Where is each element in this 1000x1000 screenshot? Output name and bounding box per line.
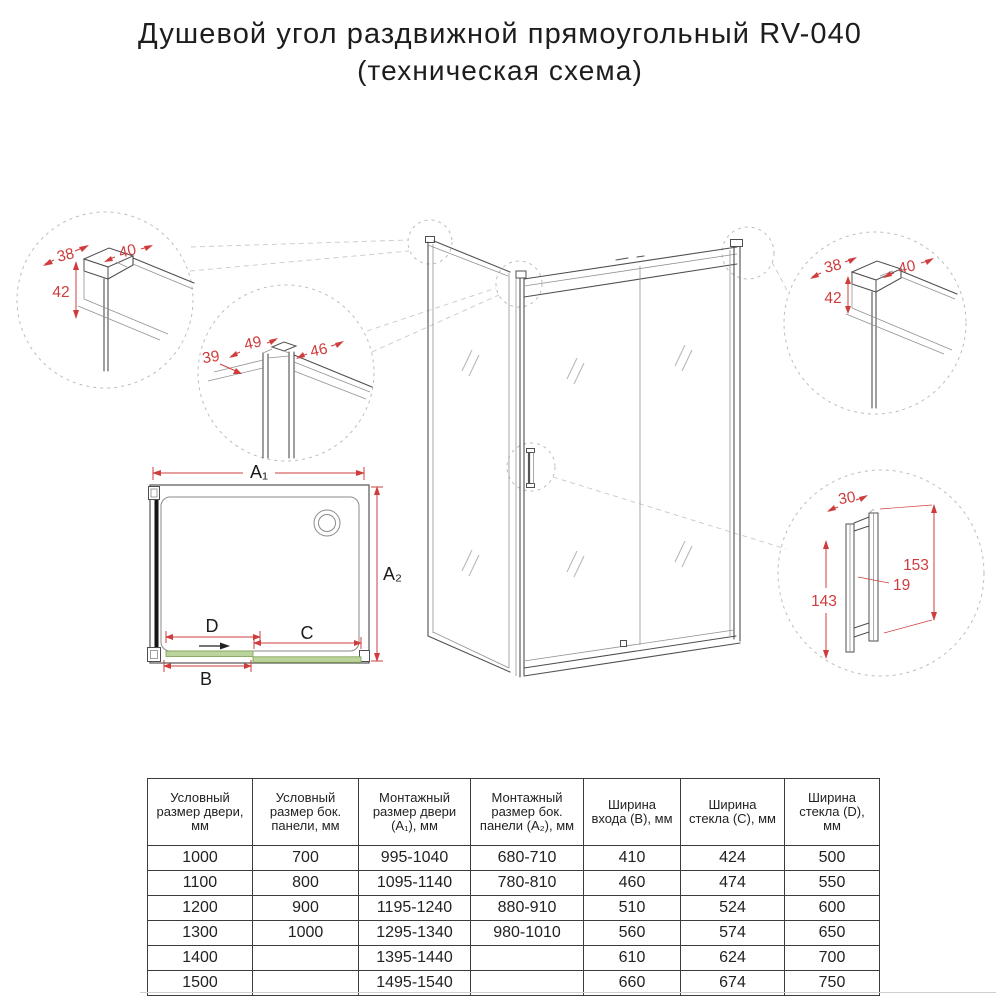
cell: 1000 (253, 921, 359, 946)
cell: 900 (253, 896, 359, 921)
cell: 500 (785, 846, 880, 871)
header-cell: Условный размер бок. панели, мм (253, 779, 359, 846)
cell: 780-810 (471, 871, 584, 896)
cell: 650 (785, 921, 880, 946)
main-3d-drawing (426, 237, 743, 678)
side-panel-top-post (426, 237, 435, 243)
plan-view (148, 461, 403, 689)
dim-handle-19: 19 (893, 577, 911, 594)
table-row (148, 921, 880, 946)
dim-wall-46: 46 (308, 340, 330, 361)
table-row (148, 846, 880, 871)
wall-profile-bottom (148, 648, 161, 662)
dim-top-right-38: 38 (822, 256, 844, 277)
header-cell: Монтажный размер бок. панели (A₂), мм (471, 779, 584, 846)
header-cell: Условный размер двери, мм (148, 779, 253, 846)
cell: 600 (785, 896, 880, 921)
plan-label-b: B (199, 669, 213, 689)
frame-junction-cap (516, 271, 526, 278)
dim-top-right-40: 40 (896, 257, 918, 278)
cell: 1095-1140 (359, 871, 471, 896)
bottom-divider (140, 992, 996, 993)
cell: 574 (681, 921, 785, 946)
table-row (148, 871, 880, 896)
dim-top-left-42: 42 (52, 284, 70, 301)
cell: 1000 (148, 846, 253, 871)
plan-label-d: D (205, 616, 219, 636)
door-roller (621, 641, 627, 647)
cell: 980-1010 (471, 921, 584, 946)
dim-handle-153: 153 (903, 557, 929, 574)
cell: 1100 (148, 871, 253, 896)
cell: 880-910 (471, 896, 584, 921)
header-cell: Ширина стекла (D), мм (785, 779, 880, 846)
cell: 1195-1240 (359, 896, 471, 921)
plan-label-a1: A₁ (249, 462, 269, 482)
cell: 624 (681, 946, 785, 971)
dim-top-left-40: 40 (117, 241, 138, 262)
dim-top-right-42: 42 (824, 290, 842, 307)
page-subtitle: (техническая схема) (357, 55, 643, 86)
glass-reflections (462, 345, 692, 577)
cell: 424 (681, 846, 785, 871)
cell: 524 (681, 896, 785, 921)
cell: 560 (584, 921, 681, 946)
header-cell: Ширина стекла (C), мм (681, 779, 785, 846)
dim-top-left-38: 38 (55, 245, 76, 266)
door-glass-d (166, 651, 253, 657)
table-row (148, 946, 880, 971)
cell: 1300 (148, 921, 253, 946)
cell: 610 (584, 946, 681, 971)
cell: 460 (584, 871, 681, 896)
table-header-row (148, 779, 880, 846)
detail-top-left-profile (43, 241, 194, 371)
dim-handle-143: 143 (811, 593, 837, 610)
cell: 1395-1440 (359, 946, 471, 971)
cell: 1295-1340 (359, 921, 471, 946)
detail-top-right-profile (810, 256, 957, 408)
cell (471, 946, 584, 971)
cell: 474 (681, 871, 785, 896)
door-handle (527, 449, 535, 488)
cell: 700 (785, 946, 880, 971)
detail-handle (811, 489, 937, 659)
cell: 1200 (148, 896, 253, 921)
cell (253, 946, 359, 971)
cell: 995-1040 (359, 846, 471, 871)
fixed-glass-c (253, 657, 361, 663)
cell: 510 (584, 896, 681, 921)
cell: 750 (785, 971, 880, 996)
header-cell: Монтажный размер двери (A₁), мм (359, 779, 471, 846)
cell: 1495-1540 (359, 971, 471, 996)
detail-wall-profile (201, 333, 372, 458)
dim-wall-39: 39 (200, 347, 221, 368)
plan-label-a2: A₂ (383, 564, 402, 584)
cell: 410 (584, 846, 681, 871)
cell: 674 (681, 971, 785, 996)
wall-profile-top (149, 487, 160, 500)
cell: 700 (253, 846, 359, 871)
table-row (148, 896, 880, 921)
cell: 550 (785, 871, 880, 896)
plan-label-c: C (300, 623, 314, 643)
frame-top-right-cap (731, 240, 743, 247)
cell: 680-710 (471, 846, 584, 871)
size-table (147, 778, 880, 996)
cell: 660 (584, 971, 681, 996)
page-title: Душевой угол раздвижной прямоугольный RV-040 (137, 18, 863, 50)
cell: 1500 (148, 971, 253, 996)
cell: 1400 (148, 946, 253, 971)
header-cell: Ширина входа (B), мм (584, 779, 681, 846)
dim-handle-30: 30 (836, 488, 857, 509)
dim-wall-49: 49 (242, 333, 264, 354)
cell: 800 (253, 871, 359, 896)
